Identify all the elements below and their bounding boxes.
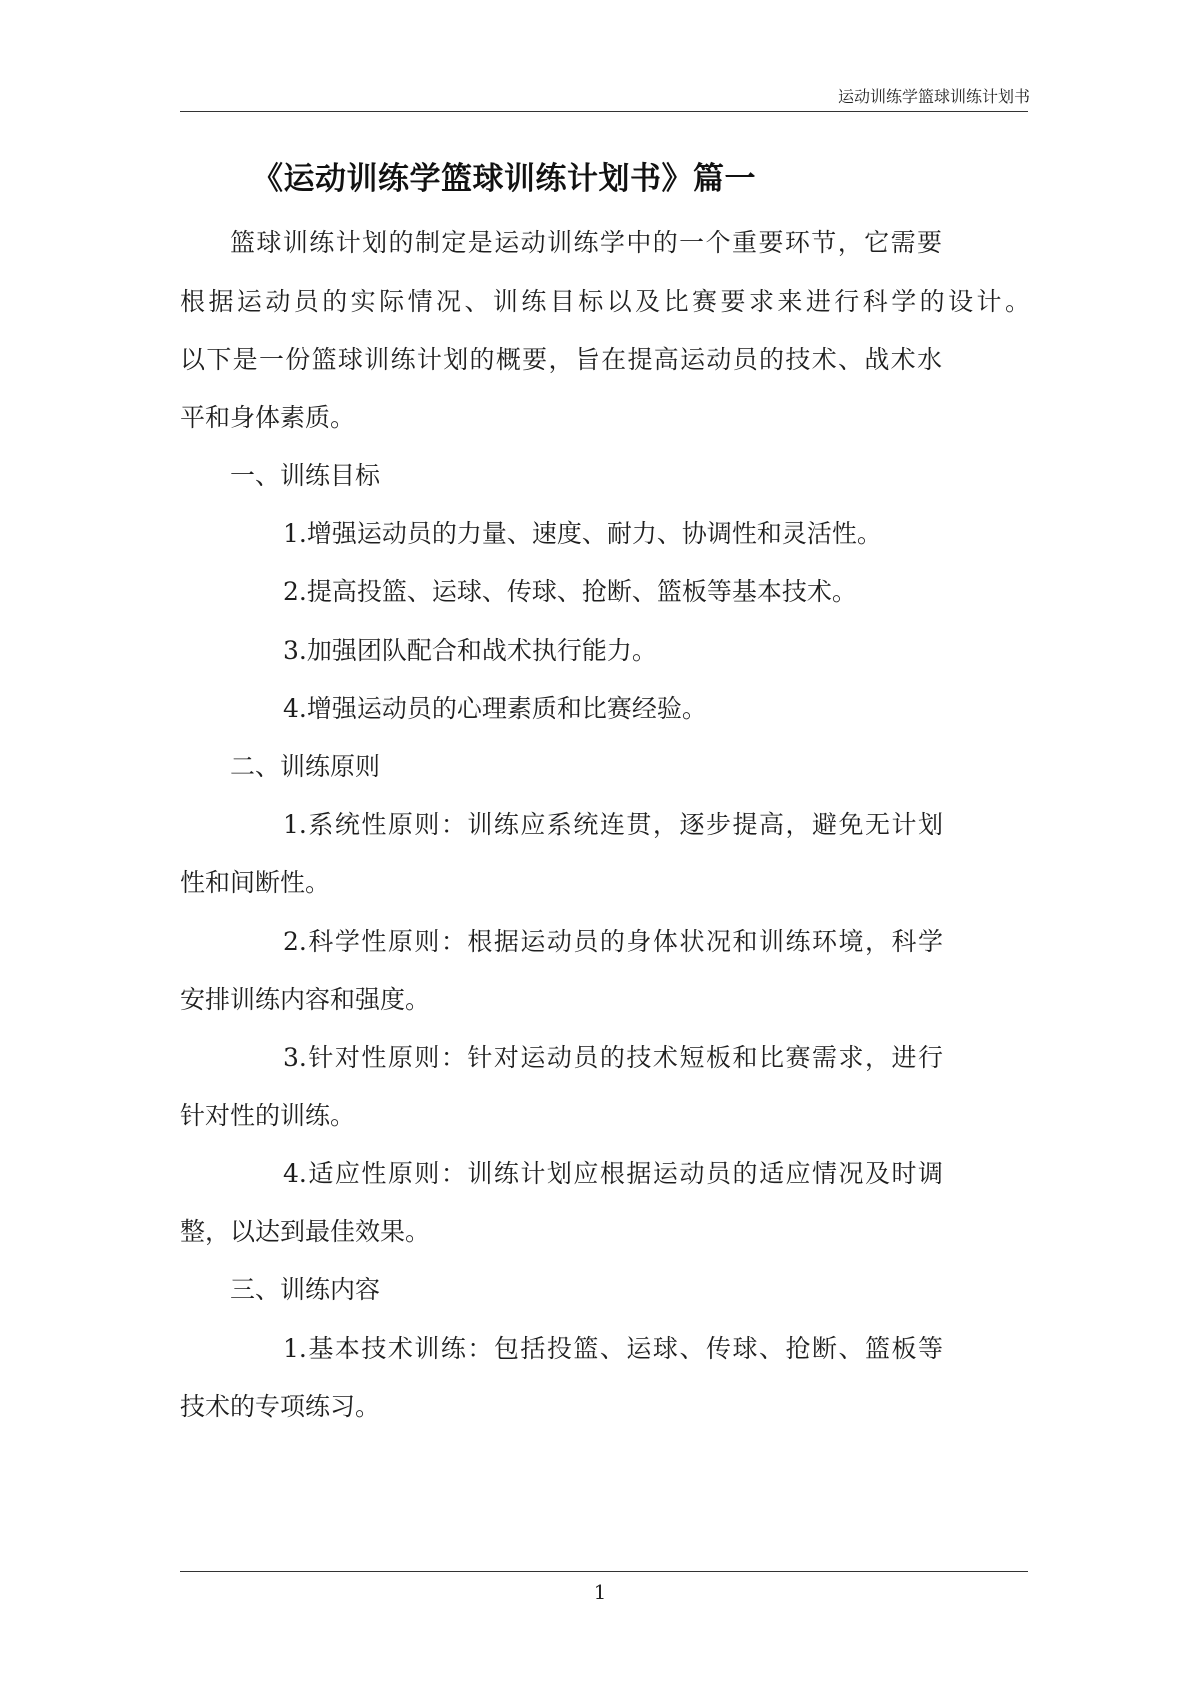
principle-2-line-2: 安排训练内容和强度。: [180, 985, 431, 1014]
section-heading-goals: 一、训练目标: [230, 461, 381, 490]
goal-item: 2.提高投篮、运球、传球、抢断、篮板等基本技术。: [283, 577, 857, 606]
section-heading-content: 三、训练内容: [230, 1275, 381, 1304]
principle-4-line-2: 整，以达到最佳效果。: [180, 1217, 431, 1246]
page-number: 1: [593, 1580, 607, 1604]
intro-line-1: 篮球训练计划的制定是运动训练学中的一个重要环节，它需要: [230, 228, 942, 257]
document-title: 《运动训练学篮球训练计划书》篇一: [252, 161, 756, 197]
principle-3-line-2: 针对性的训练。: [180, 1101, 356, 1130]
goal-item: 4.增强运动员的心理素质和比赛经验。: [283, 694, 707, 723]
principle-2-line-1: 2.科学性原则：根据运动员的身体状况和训练环境，科学: [283, 927, 943, 956]
content-1-line-1: 1.基本技术训练：包括投篮、运球、传球、抢断、篮板等: [283, 1334, 943, 1363]
section-heading-principles: 二、训练原则: [230, 752, 381, 781]
intro-line-4: 平和身体素质。: [180, 403, 356, 432]
intro-line-2: 根据运动员的实际情况、训练目标以及比赛要求来进行科学的设计。: [180, 287, 1030, 316]
header-divider: [180, 111, 1028, 112]
running-header: 运动训练学篮球训练计划书: [837, 87, 1030, 106]
principle-1-line-2: 性和间断性。: [180, 868, 331, 897]
goal-item: 1.增强运动员的力量、速度、耐力、协调性和灵活性。: [283, 519, 882, 548]
principle-3-line-1: 3.针对性原则：针对运动员的技术短板和比赛需求，进行: [283, 1043, 943, 1072]
goal-item: 3.加强团队配合和战术执行能力。: [283, 636, 657, 665]
principle-4-line-1: 4.适应性原则：训练计划应根据运动员的适应情况及时调: [283, 1159, 943, 1188]
principle-1-line-1: 1.系统性原则：训练应系统连贯，逐步提高，避免无计划: [283, 810, 943, 839]
footer-divider: [180, 1571, 1028, 1572]
intro-line-3: 以下是一份篮球训练计划的概要，旨在提高运动员的技术、战术水: [180, 345, 942, 374]
content-1-line-2: 技术的专项练习。: [180, 1392, 381, 1421]
